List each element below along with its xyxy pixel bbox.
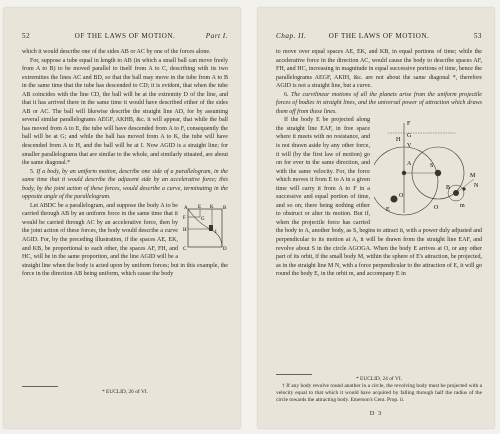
figure-label-g: G <box>201 216 205 222</box>
figure-label-a: A <box>184 205 188 211</box>
left-theorem-number: 5. <box>30 168 35 175</box>
right-running-title: OF THE LAWS OF MOTION. <box>328 32 430 40</box>
figure-label-b: B <box>223 205 227 211</box>
left-part-label: Part I. <box>205 32 228 40</box>
left-page-number: 52 <box>22 32 31 40</box>
left-paragraph-3: Let ABDC be a parallelogram, and suppose the body A to be carried through AB by an uniform force in the same time that it would be carried through AC by an accelerative force, then by the joint action of these forces, the body would describe a curve AGID. For, by the preceding illustration, if the spaces AE, EK, and KB, be proportional to each other, the spaces AF, FH, and HC, will be in the same proportion, and the line AGID will be a straight line when the body is acted upon by uniform forces; but in this example, the force in the direction AB being uniform, which cause the body <box>22 202 228 278</box>
right-running-header <box>276 32 482 44</box>
left-paragraph-2: For, suppose a tube equal in length to AB (in which a small ball can move freely from A to B) to be moved parallel to itself from A to C, describing with its two extremities the lines AC and BD, so that the ball may move in the tube from A to B in the same time that the tube has descended to CD; it is evident, that when the tube AB coincides with the line CD, the ball will be at the extremity D of the line, and that it has arrived there in the same time it would have described either of the sides AB or AC. The ball will likewise describe the straight line AD, for by assuming several similar parallelograms AEGF, AKHB, &c. it will appear, that while the ball has moved from A to E, the tube will have descended from A to F, consequently the ball will be at G; and while the ball has moved from A to K, the tube will have descended from A to H, and the ball will be at I. Now AGID is a straight line; for smaller parallelograms that are similar to the whole, and similarly situated, are about the same diagonal.* <box>22 57 228 167</box>
figure-label-m: M <box>470 173 476 180</box>
figure-label-d: D <box>223 246 227 252</box>
figure-label-s: S <box>430 163 434 170</box>
figure-label-o: O <box>434 205 439 212</box>
figure-label-e: E <box>198 204 202 210</box>
left-paragraph-1: which it would describe one of the sides AB or AC by one of the forces alone. <box>22 49 211 55</box>
right-footnote-2: † If any body revolve round another in a circle, the revolving body must be projected with a velocity equal to that which it would have acquired by falling through half the radius of the circle towards the attracting body. Emerson's Cent. Prop. ii. <box>276 383 482 403</box>
figure-label-c: C <box>183 246 187 252</box>
left-body-text <box>22 48 228 279</box>
figure-label-m-orbit: m <box>460 203 465 210</box>
left-page <box>4 8 240 428</box>
right-paragraph-2: If the body E be projected along the straight line EAF, in free space where it meets with no resistance, and is not drawn aside by any other force, it will (by the first law of motion) go on for ever in the same direction, and with the same velocity. For, the force which moves it from E to A in a given time will carry it from A to F in a successive and equal portion of time, and so on; there being nothing either to obstruct or alter its motion. But if, when the projectile force has carried the body to A, another body, as S, begins to attract it, with a power duly adjusted and perpendicular to its motion at A, it will be drawn from the straight line EAF, and revolve about S in the circle AGOGA. When the body E arrives at O, or any other part of its orbit, if the small body M, within the sphere of E's attraction, be projected, as in the straight line M N, with a force perpendicular to the attraction of E, it will go round the body E, in the orbit m, and accompany E in <box>276 117 482 278</box>
figure-label-o-left: O <box>399 193 404 200</box>
left-theorem-text: If a body, by an uniform motion, describe one side of a parallelogram, in the same time that it would describe the adjacent side by an accelerative force; this body, by the joint action of these forces, would describe a curve, terminating in the opposite angle of the parallelogram. <box>22 168 228 201</box>
left-running-header <box>22 32 228 44</box>
figure-label-f: F <box>407 121 411 128</box>
left-footnote-rule <box>22 386 58 387</box>
right-theorem-text: The curvilinear motions of all the planets arise from the uniform projectile forces of bodies in straight lines, and the universal power of attraction which draws them off from these lines. <box>276 91 482 115</box>
figure-label-h: H <box>396 137 401 144</box>
figure-label-i: I <box>215 229 217 235</box>
right-theorem-number: 6. <box>284 91 289 98</box>
figure-label-v: V <box>407 143 412 150</box>
right-theorem <box>276 91 482 117</box>
left-footnote: * EUCLID, 26 of VI. <box>101 389 148 395</box>
right-page <box>258 8 494 428</box>
figure-label-h: H <box>183 227 187 233</box>
right-footnotes <box>276 376 482 404</box>
left-running-title: OF THE LAWS OF MOTION. <box>74 32 176 40</box>
right-footnote-rule <box>276 374 312 375</box>
left-theorem <box>22 168 228 202</box>
signature-mark: D 3 <box>369 410 383 417</box>
right-footnote-1: * EUCLID, 24 of VI. <box>355 376 402 382</box>
figure-label-b: B <box>446 185 451 192</box>
figure-label-a: A <box>407 161 412 168</box>
figure-label-k: K <box>210 204 214 210</box>
right-chapter-label: Chap. II. <box>276 32 307 40</box>
right-page-number: 53 <box>473 32 482 40</box>
right-body-text <box>276 48 482 279</box>
orbit-figure <box>374 117 482 221</box>
figure-label-f: F <box>183 215 186 221</box>
figure-label-e: E <box>386 207 390 214</box>
right-paragraph-1: to move over equal spaces AE, EK, and KB, in equal portions of time; while the accelerative force in the direction AC, would cause the body to describe spaces AF, FH, and HC, increasing in magnitude in equal successive portions of time, hence the parallelograms AEGF, AKIH, &c. are not about the same diagonal *, therefore AGID is not a straight line, but a curve. <box>276 49 482 90</box>
figure-label-n: N <box>474 183 479 190</box>
parallelogram-figure <box>182 203 228 257</box>
figure-label-g: G <box>407 133 412 140</box>
